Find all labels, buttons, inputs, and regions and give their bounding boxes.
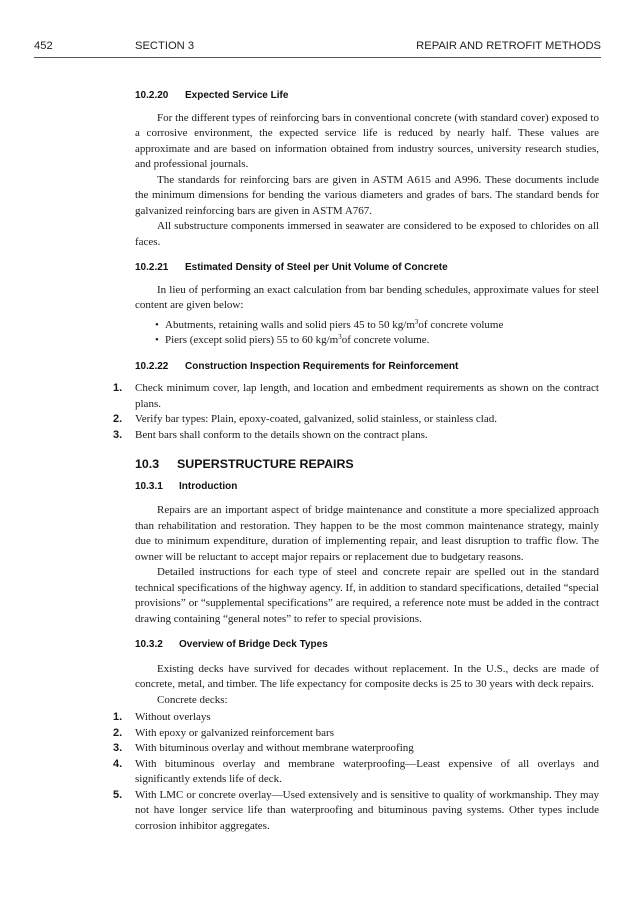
list-item: 1. Without overlays [113, 711, 211, 723]
list-item: 4. With bituminous overlay and membrane waterproofing—Least expensive of all overlays and significantly extends life of deck. [113, 757, 599, 785]
heading-title: Introduction [179, 480, 238, 492]
heading-title: Overview of Bridge Deck Types [179, 639, 328, 650]
numbered-list [113, 381, 599, 443]
heading-title: Construction Inspection Requirements for Reinforcement [185, 360, 459, 372]
heading-number: 10.3 [135, 457, 160, 471]
paragraph: All substructure components immersed in seawater are considered to be exposed to chlorides on all faces. [135, 220, 599, 248]
list-item: 2. Verify bar types: Plain, epoxy-coated, galvanized, solid stainless, or stainless clad. [113, 413, 497, 425]
paragraph: For the different types of reinforcing bars in conventional concrete (with standard cover) exposed to a corrosive environment, the expected service life is reduced by nearly half. These values are approximate and are based on information obtained from industry sources, university research studies, and professional journals. [135, 111, 599, 170]
heading-10-3 [135, 457, 599, 473]
heading-number: 10.2.22 [135, 360, 169, 372]
bullet-icon: • [155, 318, 159, 331]
heading-title: Estimated Density of Steel per Unit Volume of Concrete [185, 262, 448, 273]
paragraph: Detailed instructions for each type of steel and concrete repair are spelled out in the standard technical specifications of the highway agency. If, in addition to standard specifications, detailed “special provisions” or “supplemental specifications” are required, a reference note must be added in the contract drawing containing “general notes” to refer to special provisions. [135, 566, 599, 625]
section-label: SECTION 3 [135, 40, 195, 52]
heading-10-3-1 [135, 479, 599, 495]
page-number: 452 [34, 40, 53, 52]
paragraph: In lieu of performing an exact calculation from bar bending schedules, approximate values for steel content are given below: [135, 283, 599, 311]
header-rule [34, 57, 601, 58]
heading-title: SUPERSTRUCTURE REPAIRS [177, 457, 354, 471]
paragraph: Existing decks have survived for decades without replacement. In the U.S., decks are made of concrete, metal, and timber. The life expectancy for composite decks is 25 to 30 years with deck repairs. [135, 662, 599, 690]
heading-10-2-21 [135, 260, 599, 276]
paragraph: Concrete decks: [157, 693, 228, 706]
paragraph: The standards for reinforcing bars are given in ASTM A615 and A996. These documents include the minimum dimensions for bending the various diameters and grades of bars. The standard bends for galvanized reinforcing bars are given in ASTM A767. [135, 173, 599, 217]
chapter-title: REPAIR AND RETROFIT METHODS [416, 40, 601, 52]
heading-number: 10.3.2 [135, 639, 163, 650]
heading-10-3-2 [135, 637, 599, 653]
heading-10-2-20 [135, 88, 599, 104]
list-item: • Piers (except solid piers) 55 to 60 $kg/m^3of$ concrete volume. [135, 333, 599, 349]
list-item: 3. With bituminous overlay and without membrane waterproofing [113, 742, 414, 754]
list-item: 1. Check minimum cover, lap length, and location and embedment requirements as shown on the contract plans. [113, 382, 599, 410]
list-item: 3. Bent bars shall conform to the details shown on the contract plans. [113, 428, 428, 441]
bullet-list [135, 318, 599, 349]
numbered-list [113, 710, 599, 834]
heading-number: 10.2.20 [135, 90, 169, 101]
paragraph: Repairs are an important aspect of bridge maintenance and constitute a more specialized approach than rehabilitation and restoration. They happen to be the most common maintenance strategy, mainly due to minimum expenditure, duration of implementing repair, and least disruption to traffic flow. The owner will be reluctant to accept major repairs or replacement due to budgetary reasons. [135, 504, 599, 563]
list-item: • Abutments, retaining walls and solid piers 45 to 50 $kg/m^3of$ concrete volume [135, 318, 599, 334]
heading-number: 10.3.1 [135, 480, 163, 492]
bullet-icon: • [155, 334, 159, 346]
list-item: 2. With epoxy or galvanized reinforcement bars [113, 726, 335, 739]
heading-number: 10.2.21 [135, 262, 169, 273]
document-body [113, 88, 599, 834]
heading-title: Expected Service Life [185, 90, 289, 101]
list-item: 5. With LMC or concrete overlay—Used extensively and is sensitive to quality of workmanship. They may not have longer service life than waterproofing and bituminous paving systems. Other types include corrosion inhibitor aggregates. [113, 788, 599, 832]
heading-10-2-22 [135, 359, 599, 375]
running-header [34, 40, 601, 56]
